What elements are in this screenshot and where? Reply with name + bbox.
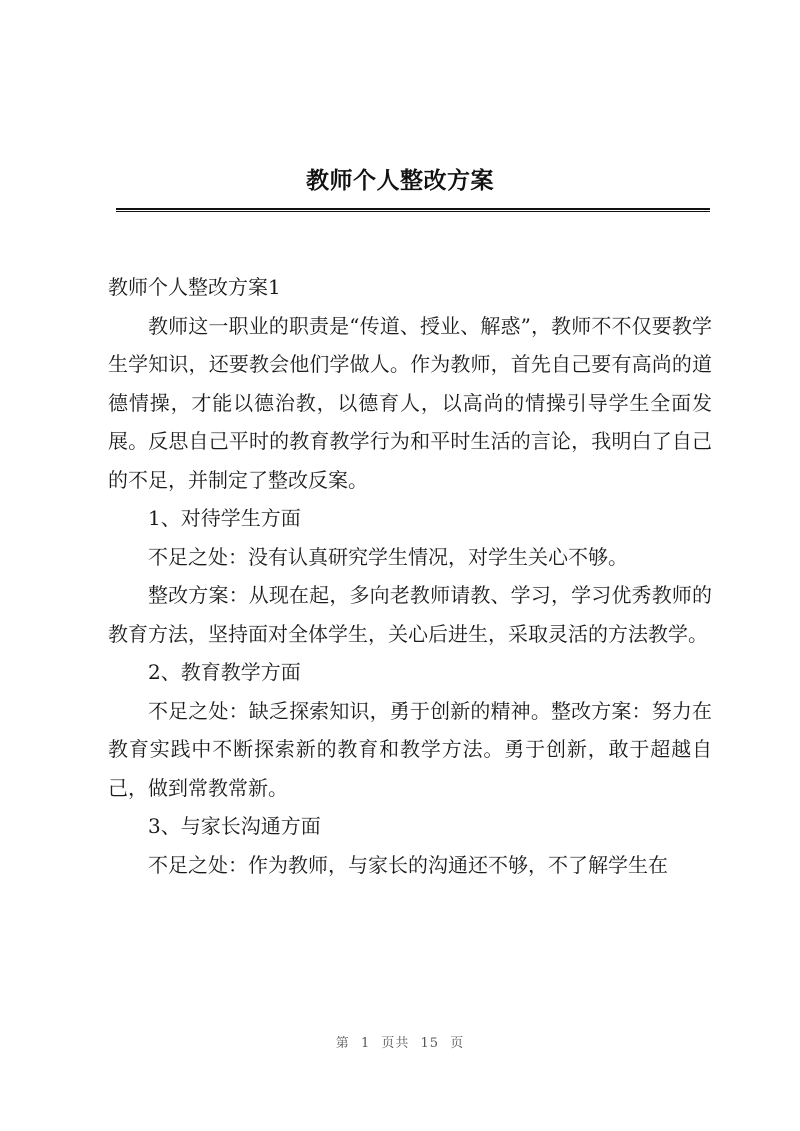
paragraph-shortcoming-2: 不足之处：缺乏探索知识，勇于创新的精神。整改方案：努力在教育实践中不断探索新的教育和教学方法。勇于创新，敢于超越自己，做到常教常新。 [108, 698, 712, 800]
footer-total-pages: 15 [420, 1036, 440, 1051]
subheading-students: 1、对待学生方面 [148, 506, 301, 530]
paragraph-shortcoming-3: 不足之处：作为教师，与家长的沟通还不够，不了解学生在 [148, 852, 668, 877]
document-title: 教师个人整改方案 [306, 167, 494, 194]
title-divider [116, 208, 710, 212]
subheading-parents: 3、与家长沟通方面 [148, 814, 321, 838]
page-footer [0, 1032, 800, 1051]
footer-page-number: 1 [360, 1036, 371, 1051]
footer-suffix: 页 [450, 1036, 465, 1051]
paragraph-intro: 教师这一职业的职责是“传道、授业、解惑”，教师不不仅要教学生学知识，还要教会他们学做人。作为教师，首先自己要有高尚的道德情操，才能以德治教，以德育人，以高尚的情操引导学生全面发展。反思自己平时的教育教学行为和平时生活的言论，我明白了自己的不足，并制定了整改反案。 [108, 313, 712, 492]
footer-middle: 页共 [381, 1036, 410, 1051]
document-body [108, 268, 712, 884]
section-heading: 教师个人整改方案1 [108, 275, 281, 299]
paragraph-shortcoming-1: 不足之处：没有认真研究学生情况，对学生关心不够。 [148, 544, 628, 569]
paragraph-plan-1: 整改方案：从现在起，多向老教师请教、学习，学习优秀教师的教育方法，坚持面对全体学生，关心后进生，采取灵活的方法教学。 [108, 583, 712, 646]
subheading-teaching: 2、教育教学方面 [148, 660, 301, 684]
footer-prefix: 第 [335, 1036, 350, 1051]
